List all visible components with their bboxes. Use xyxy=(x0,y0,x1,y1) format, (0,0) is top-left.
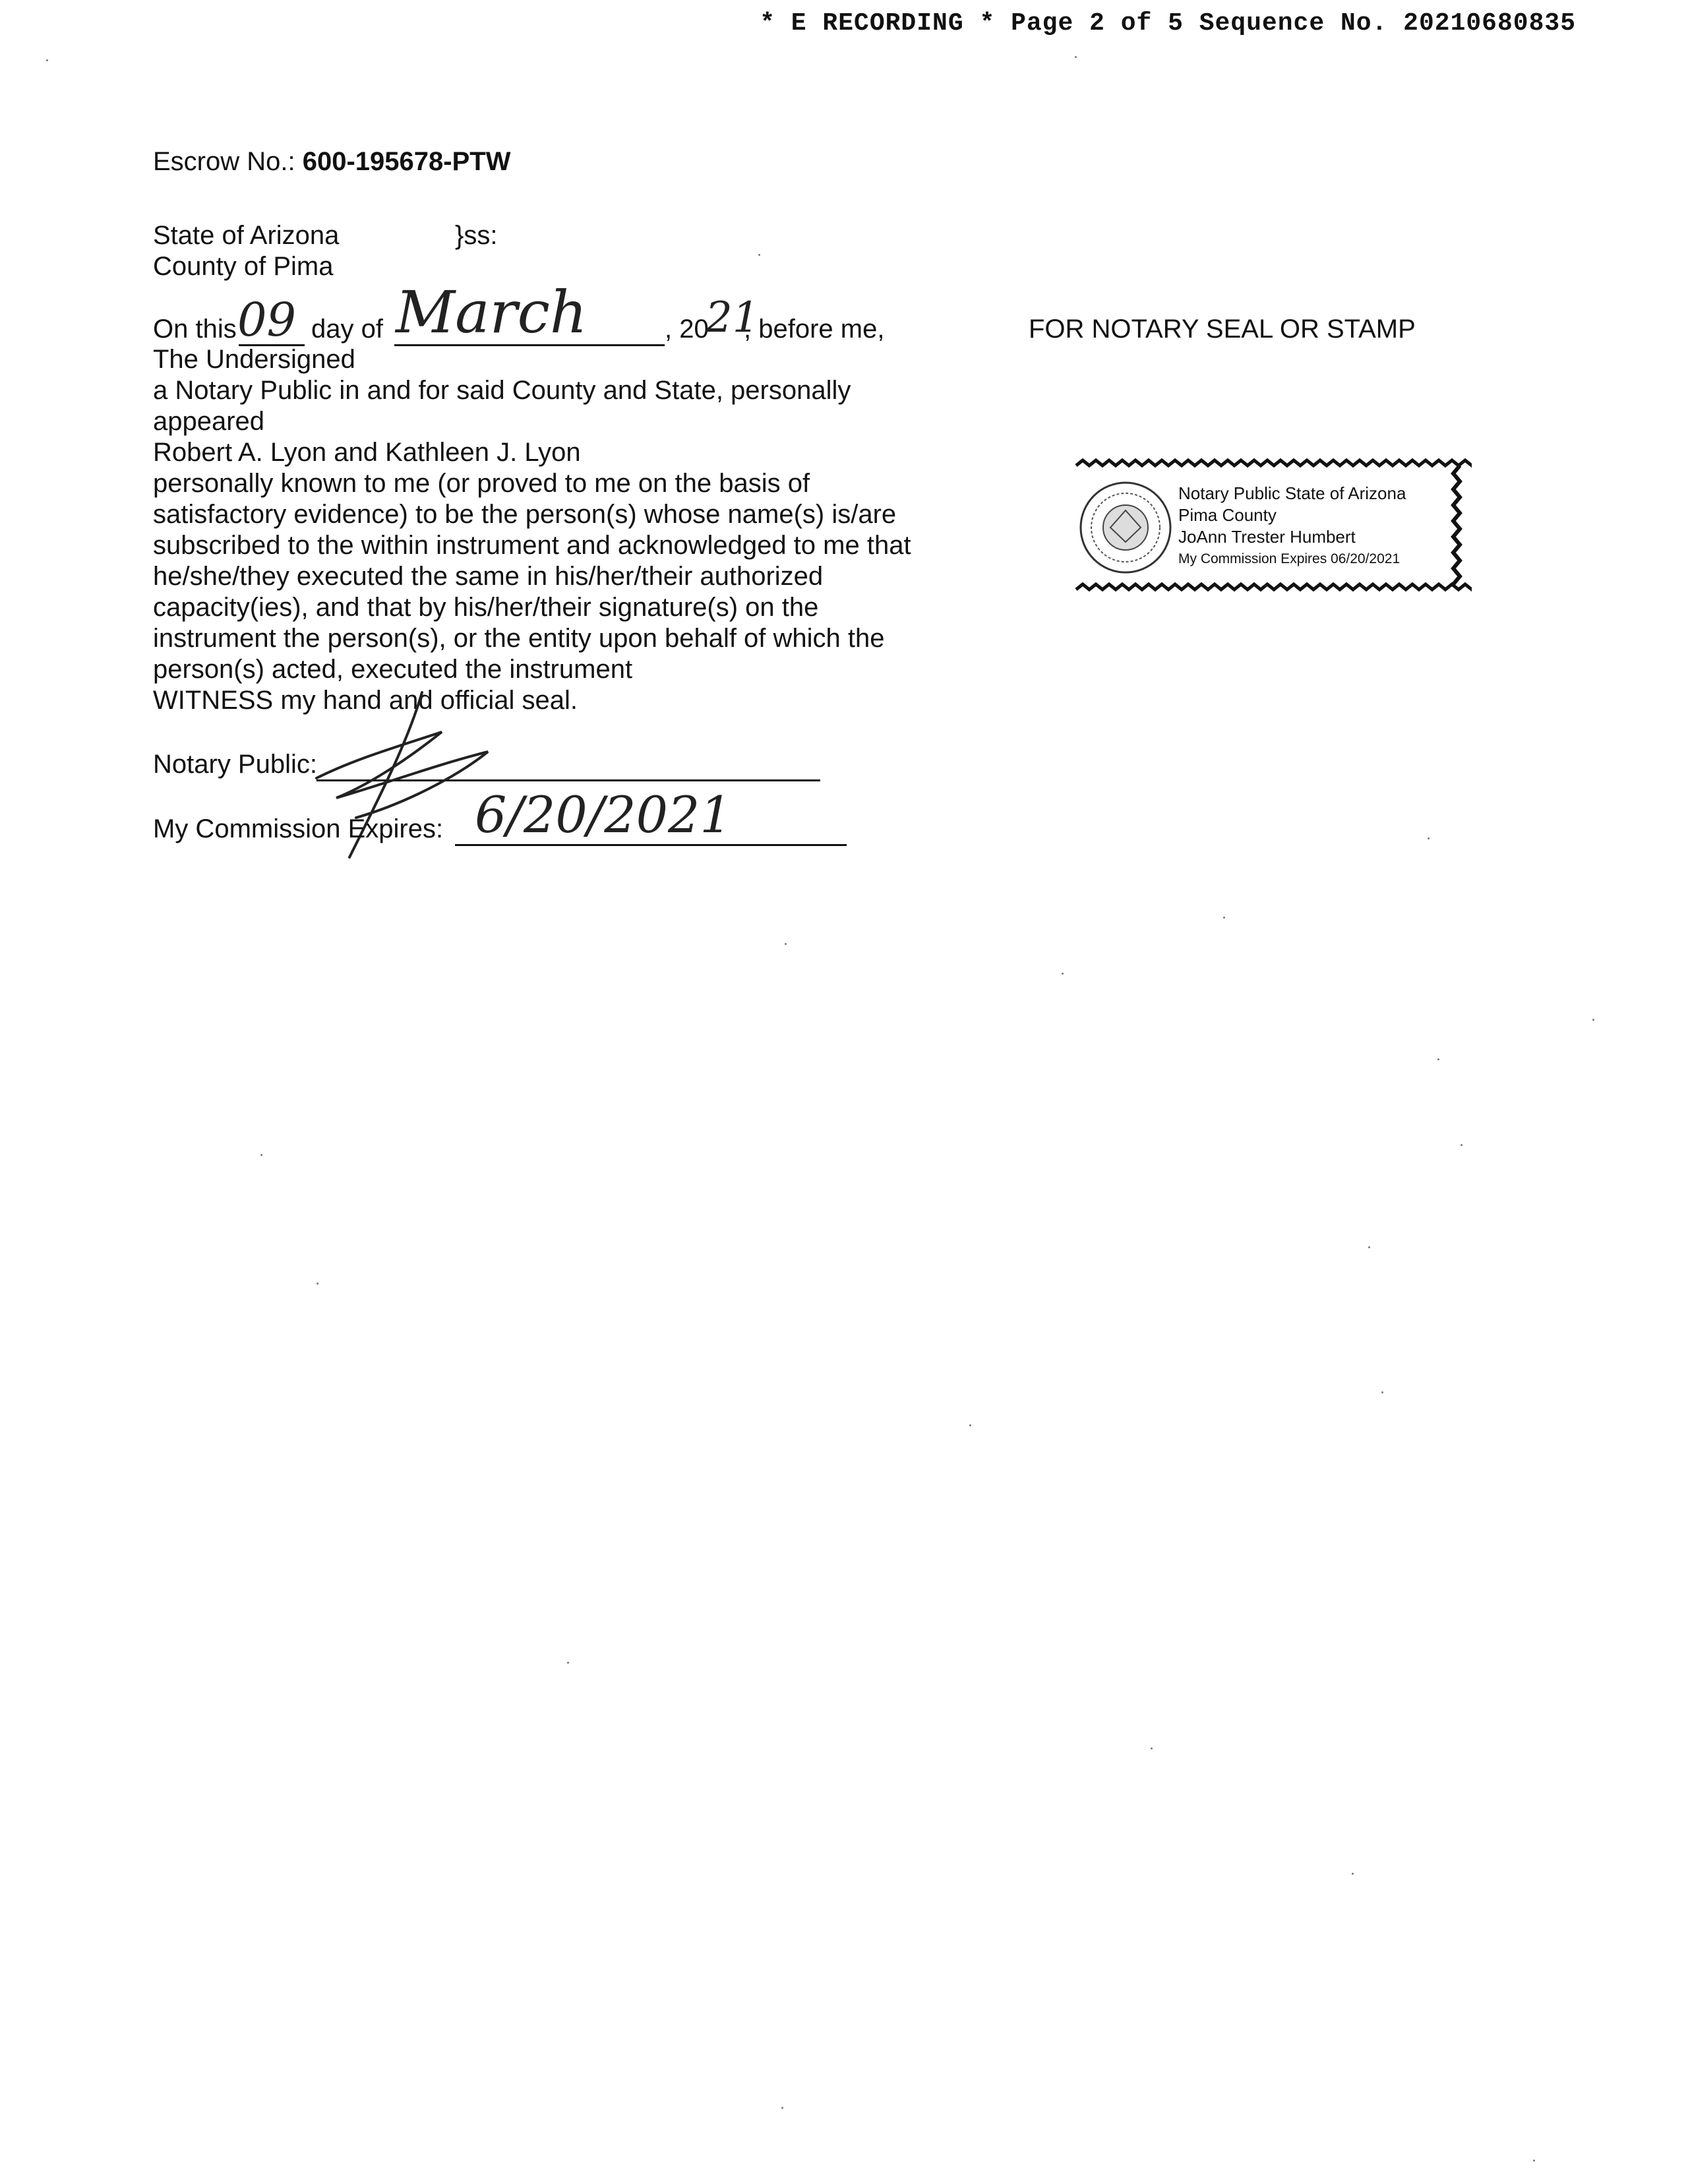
scan-speck xyxy=(785,943,787,945)
scan-speck xyxy=(1368,1246,1370,1248)
escrow-label: Escrow No.: xyxy=(153,147,295,176)
commission-handwritten: 6/20/2021 xyxy=(475,785,732,844)
scan-speck xyxy=(260,1154,262,1156)
stamp-line: Pima County xyxy=(1178,505,1277,525)
scan-speck xyxy=(1437,1058,1439,1060)
year-handwritten: 21 xyxy=(706,293,760,342)
scan-speck xyxy=(1533,2160,1535,2162)
escrow-line xyxy=(153,146,510,177)
scan-speck xyxy=(1151,1747,1153,1749)
scan-speck xyxy=(316,1283,318,1285)
ack-day-of: day of xyxy=(311,315,383,344)
notary-stamp xyxy=(1070,456,1472,598)
scan-speck xyxy=(1428,837,1430,839)
scan-speck xyxy=(969,1424,971,1426)
scan-speck xyxy=(1075,56,1077,58)
ack-line: appeared xyxy=(153,407,265,436)
scan-speck xyxy=(1223,917,1225,919)
scan-speck xyxy=(1062,973,1064,975)
scan-speck xyxy=(1381,1391,1383,1393)
stamp-line: JoAnn Trester Humbert xyxy=(1178,527,1356,547)
scan-speck xyxy=(781,2107,783,2109)
scan-speck xyxy=(46,59,48,61)
ack-line: satisfactory evidence) to be the person(s) whose name(s) is/are xyxy=(153,500,897,529)
ack-line: he/she/they executed the same in his/her/their authorized xyxy=(153,562,824,591)
scan-speck xyxy=(758,254,760,256)
venue-county: County of Pima xyxy=(153,252,334,281)
seal-heading: FOR NOTARY SEAL OR STAMP xyxy=(1029,315,1416,344)
ack-line: capacity(ies), and that by his/her/their signature(s) on the xyxy=(153,593,819,622)
scan-speck xyxy=(1352,1873,1354,1875)
ack-line: a Notary Public in and for said County and State, personally xyxy=(153,376,851,405)
stamp-text xyxy=(1178,483,1406,570)
commission-label: My Commission Expires: xyxy=(153,814,444,843)
ack-line: instrument the person(s), or the entity upon behalf of which the xyxy=(153,624,885,653)
ack-year-prefix: , 20 xyxy=(665,315,709,344)
ack-on-this: On this xyxy=(153,315,237,344)
scan-speck xyxy=(1461,1144,1462,1146)
stamp-line: Notary Public State of Arizona xyxy=(1178,483,1406,503)
ack-line: WITNESS my hand and official seal. xyxy=(153,686,578,715)
ack-line: subscribed to the within instrument and acknowledged to me that xyxy=(153,531,911,560)
ack-line: personally known to me (or proved to me on the basis of xyxy=(153,469,810,498)
ack-line: person(s) acted, executed the instrument xyxy=(153,655,633,684)
scan-speck xyxy=(1592,1019,1594,1021)
ack-line: Robert A. Lyon and Kathleen J. Lyon xyxy=(153,438,581,467)
venue-ss: }ss: xyxy=(455,221,498,250)
ack-line: The Undersigned xyxy=(153,345,355,374)
ack-before-me: , before me, xyxy=(744,315,885,344)
notary-public-label: Notary Public: xyxy=(153,750,317,779)
stamp-expires: My Commission Expires 06/20/2021 xyxy=(1178,551,1401,566)
scan-speck xyxy=(567,1662,569,1664)
venue-state: State of Arizona xyxy=(153,221,340,250)
escrow-number: 600-195678-PTW xyxy=(302,147,511,176)
day-handwritten: 09 xyxy=(237,293,297,347)
recording-header: * E RECORDING * Page 2 of 5 Sequence No. 20210680835 xyxy=(760,9,1576,38)
month-handwritten: March xyxy=(396,278,588,346)
